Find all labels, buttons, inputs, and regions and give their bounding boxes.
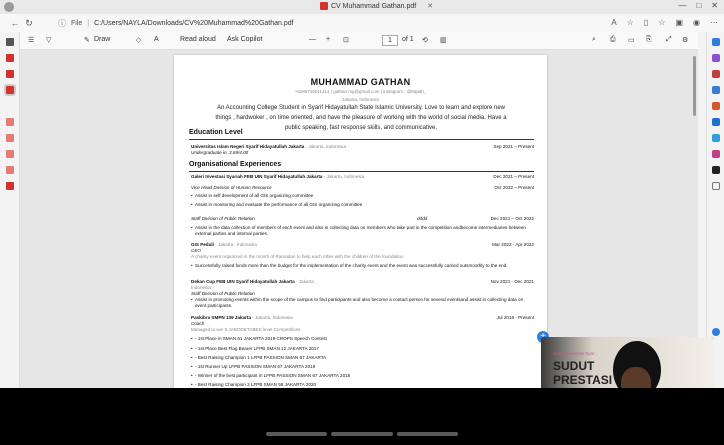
text-icon[interactable]: A — [154, 36, 159, 43]
address-bar — [0, 14, 724, 32]
zoom-in-button[interactable]: + — [326, 36, 331, 43]
org1-location: - Jakarta, Indonesia — [322, 174, 365, 179]
tab-pdf-icon[interactable] — [6, 166, 14, 174]
org1-entry — [191, 174, 534, 180]
url-text: C:/Users/NAYLA/Downloads/CV%20Muhammad%20Gathan.pdf — [94, 19, 294, 27]
org3-name: Dekan Cup FEB UIN Syarif Hidayatullah Jakarta — [191, 279, 295, 284]
scrollbar[interactable] — [693, 56, 696, 116]
org3-date: Nov 2021 - Dec 2021 — [490, 279, 534, 284]
list-item: • - Winner of the best participant in LFPB PASSION SMAN 67 JAKARTA 2018 — [195, 373, 530, 379]
ask-copilot-button[interactable]: Ask Copilot — [227, 36, 263, 43]
organisation-heading: Organisational Experiences — [189, 161, 282, 168]
org4-name: Paskibra SMPN 139 Jakarta — [191, 315, 252, 320]
list-item: • Assist in the data collection of members of each event and also in collecting data on members who take part in the competition andbecome intermediaries between external parties and internal parties. — [195, 225, 530, 237]
tab-actions-icon[interactable] — [6, 38, 14, 46]
address-actions — [611, 18, 718, 27]
page-view-icon[interactable]: ▥ — [440, 37, 447, 44]
slide-title-line2: PRESTASI — [553, 373, 613, 387]
tab-pdf-icon[interactable] — [6, 118, 14, 126]
window-controls — [678, 1, 718, 10]
list-item: • Assist in monitoring and evaluate the performance of all GIS organizing committee — [195, 202, 530, 208]
cv-summary: An Accounting College Student in Syarif Hidayatullah State Islamic University. Love to learn and explore new things , hardwoker , on time oriented, and have the pleasure of working with the world of social media. Have a public speaking, fast response skills, and communicative. — [215, 105, 507, 131]
cv-contact: +6285716011314 | gathan.mg@gmail.com | instagram : @Mgath_ — [294, 89, 427, 94]
back-icon[interactable]: ← — [10, 18, 20, 28]
strip-segment — [266, 432, 327, 436]
eraser-icon[interactable]: ◇ — [136, 37, 142, 44]
pdf-toolbar — [20, 32, 698, 50]
games-icon[interactable] — [712, 86, 720, 94]
list-item: • Assist in self development of all GIS organizing committee — [195, 193, 530, 199]
org3-location: - Jakarta , — [294, 279, 317, 284]
rotate-icon[interactable]: ⟲ — [422, 37, 428, 44]
refresh-icon[interactable]: ↻ — [25, 17, 33, 28]
org3-role: Staff Division of Public Relation — [191, 291, 255, 296]
copilot-icon[interactable] — [712, 328, 720, 336]
list-item: • - 1st Place in SMAN 61 JAKARTA 2019 CROPS Speech Contest — [195, 336, 530, 342]
slide-title-line1: SUDUT — [553, 359, 595, 373]
shopping-icon[interactable] — [712, 54, 720, 62]
url-scheme-label: File — [71, 19, 83, 27]
org1-role2-date: Dec 2021 – Oct 2022 — [490, 216, 534, 221]
strip-segment — [331, 432, 392, 436]
education-rule — [189, 139, 534, 140]
org4-role: Coach — [191, 321, 205, 326]
vertical-tabs-sidebar — [0, 32, 20, 388]
tools-icon[interactable] — [712, 70, 720, 78]
list-item: • Successfully raised funds more than the budget for the implementation of the charity event and the event was successfully carried outsmoothly to the end. — [195, 263, 530, 269]
page-total: of 1 — [402, 36, 414, 43]
fullscreen-icon[interactable]: ⤢ — [666, 36, 672, 43]
print-icon[interactable]: ⎙ — [610, 36, 616, 43]
slide-subtitle: Galeri Investasi Syar... — [553, 351, 599, 356]
org1-role1-title: Vice Head Division of Human Resource — [191, 185, 272, 190]
search-icon[interactable]: ⌕ — [592, 36, 596, 43]
edu-location: - Jakarta, Indonesia — [304, 144, 346, 149]
url-separator: | — [87, 19, 90, 27]
save-icon[interactable]: ▭ — [628, 37, 635, 44]
office-icon[interactable] — [712, 102, 720, 110]
edu-school: Universitas Islam Negeri Syarif Hidayatullah Jakarta — [191, 144, 305, 149]
favorite-star-icon[interactable]: ☆ — [626, 18, 634, 27]
zoom-out-button[interactable]: — — [309, 36, 316, 43]
add-icon[interactable] — [712, 182, 720, 190]
url-field[interactable] — [58, 18, 294, 29]
browser-titlebar — [0, 0, 724, 14]
telegram-icon[interactable] — [712, 134, 720, 142]
draw-label[interactable]: Draw — [94, 36, 111, 43]
pdf-icon — [320, 2, 328, 10]
edu-degree: Undergraduate in, 3.69/4.00 — [191, 150, 249, 155]
tiktok-icon[interactable] — [712, 166, 720, 174]
highlight-icon[interactable]: ▽ — [46, 37, 52, 44]
profile-icon[interactable]: ◉ — [693, 18, 700, 27]
list-item: • - 1st Runner Up LFPB PASSION SMAN 67 JAKARTA 2019 — [195, 364, 530, 370]
list-item: • - 1st Place Best Flag Bearer LFPB SMAN 12 JAKARTA 2017 — [195, 346, 530, 352]
org2-location: - Jakarta , Indonesia — [213, 242, 257, 247]
org4-location: - Jakarta, Indonesia — [251, 315, 293, 320]
strip-segment — [397, 432, 458, 436]
read-aloud-button[interactable]: Read aloud — [180, 36, 216, 43]
org1-role2-mark: dddd — [417, 216, 428, 221]
cv-name: MUHAMMAD GATHAN — [310, 77, 411, 87]
org2-role: CEO — [191, 248, 201, 253]
organisation-rule — [189, 171, 534, 172]
maximize-button[interactable]: □ — [696, 1, 702, 10]
browser-tab[interactable] — [320, 2, 433, 10]
tab-title: CV Muhammad Gathan.pdf — [331, 2, 417, 10]
favorites-icon[interactable]: ☆ — [658, 18, 666, 27]
draw-icon[interactable]: ✎ — [84, 37, 90, 44]
cv-location: Jakarta, Indonesia — [342, 97, 379, 102]
contents-icon[interactable]: ☰ — [28, 37, 35, 44]
page-number-input[interactable]: 1 — [382, 35, 398, 46]
save-as-icon[interactable]: ⎘ — [646, 36, 652, 43]
list-item: • Assist in promoting events within the scope of the campus to find participants and also become a contact person for several eventsand assist in collecting data on event participants. — [195, 297, 530, 309]
profile-avatar[interactable] — [4, 2, 14, 12]
tab-pdf-icon[interactable] — [6, 150, 14, 158]
settings-gear-icon[interactable]: ⚙ — [682, 37, 689, 44]
info-icon: ⓘ — [58, 18, 66, 28]
org1-date: Dec 2021 – Present — [493, 174, 534, 179]
video-progress-strip — [266, 432, 458, 440]
org1-role2-title: Staff Division of Public Relation — [191, 216, 255, 221]
tab-close-icon[interactable]: ✕ — [427, 3, 434, 10]
edu-date: Sep 2021 – Present — [493, 144, 534, 149]
fit-page-icon[interactable]: ⊡ — [343, 37, 349, 44]
list-item: • - Best Raising Champion 1 LFPB PASSION SMAN 67 JAKARTA — [195, 355, 530, 361]
tab-pdf-icon[interactable] — [6, 182, 14, 190]
org2-desc: A charity event organized in the month of Ramadan to help each other with the children of the foundation — [191, 254, 404, 259]
org3-location2: Indonesia — [191, 285, 211, 290]
collections-icon[interactable]: ▣ — [675, 18, 684, 27]
tab-pdf-icon[interactable] — [6, 54, 14, 62]
minimize-button[interactable]: — — [678, 1, 687, 10]
search-icon[interactable] — [712, 38, 720, 46]
outlook-icon[interactable] — [712, 118, 720, 126]
split-screen-icon[interactable]: ▯ — [643, 18, 649, 27]
new-tab-icon[interactable] — [6, 190, 14, 198]
org2-name: GIS Peduli — [191, 242, 214, 247]
org4-desc: Managed to win 6 JABODETABEK level Competitions — [191, 327, 301, 332]
edge-sidebar — [706, 32, 724, 388]
pdf-page — [174, 55, 547, 388]
org1-role1-date: Oct 2022 – Present — [494, 185, 534, 190]
designer-icon[interactable] — [712, 150, 720, 158]
list-item: • - Best Raising Champion 2 LFPB SMAN 58 JAKARTA 2020 — [195, 382, 530, 388]
tab-pdf-icon[interactable] — [6, 70, 14, 78]
close-button[interactable]: ✕ — [711, 1, 718, 10]
education-heading: Education Level — [189, 129, 243, 136]
tab-pdf-icon[interactable] — [6, 134, 14, 142]
org1-name: Galeri Investasi Syariah FEB UIN Syarif Hidayatullah Jakarta — [191, 174, 323, 179]
read-mode-icon[interactable]: A — [611, 18, 617, 27]
org4-date: Jul 2018 - Present — [496, 315, 534, 320]
tab-pdf-active-icon[interactable] — [6, 86, 14, 94]
org2-date: Mar 2022 - Apr 2022 — [492, 242, 534, 247]
more-menu-icon[interactable]: ⋯ — [710, 18, 718, 27]
org1-role1 — [191, 185, 534, 191]
org1-role2 — [191, 216, 534, 222]
